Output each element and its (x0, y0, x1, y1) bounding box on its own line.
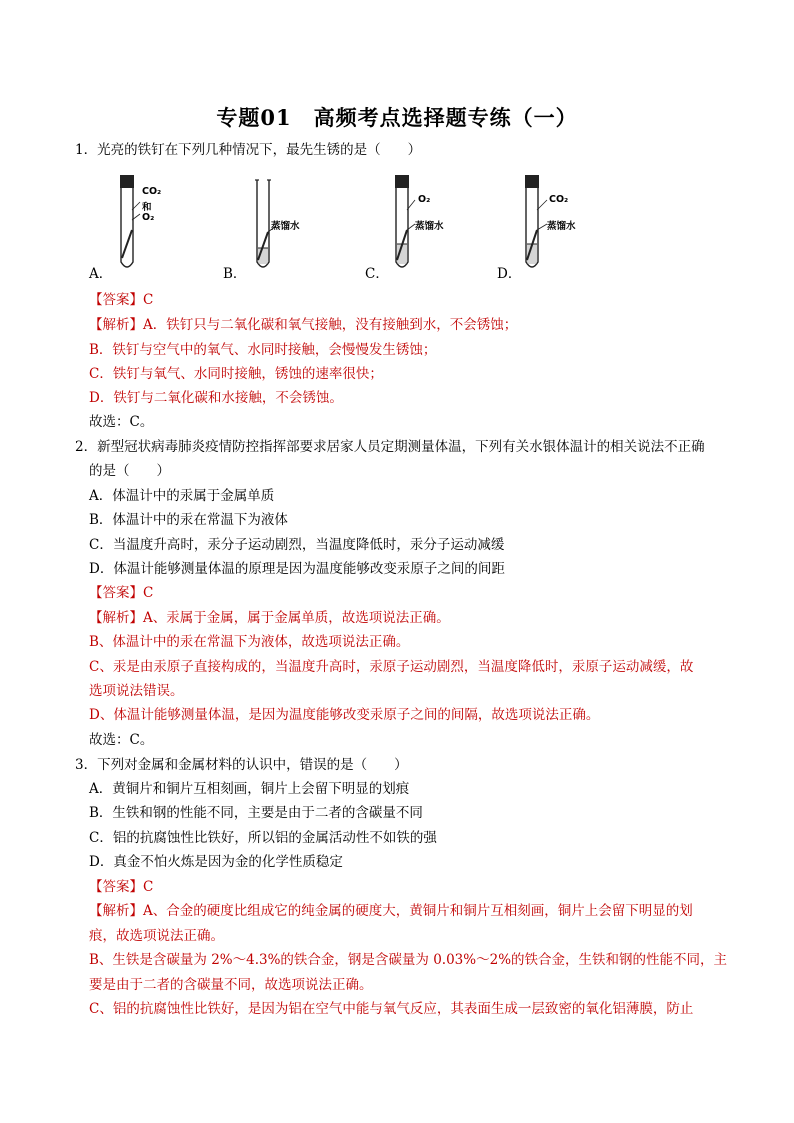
q2-stem-1: 2．新型冠状病毒肺炎疫情防控指挥部要求居家人员定期测量体温，下列有关水银体温计的相关说法不正确 (75, 439, 705, 455)
q2-option-a: A．体温计中的汞属于金属单质 (89, 488, 275, 504)
analysis-text: A．铁钉只与二氧化碳和氧气接触，没有接触到水，不会锈蚀； (143, 317, 518, 333)
q3-option-c: C．铝的抗腐蚀性比铁好，所以铝的金属活动性不如铁的强 (89, 830, 437, 846)
q2-analysis-3b: 选项说法错误。 (89, 683, 184, 699)
q2-option-d: D．体温计能够测量体温的原理是因为温度能够改变汞原子之间的间距 (89, 561, 505, 577)
tube-a-gas-1: CO₂ (142, 186, 162, 197)
q3-option-a: A．黄铜片和铜片互相刻画，铜片上会留下明显的划痕 (89, 781, 410, 797)
analysis-text: A、汞属于金属，属于金属单质，故选项说法正确。 (143, 610, 450, 626)
q2-option-b: B．体温计中的汞在常温下为液体 (89, 512, 288, 528)
q3-answer (89, 877, 153, 897)
q3-analysis-1b: 痕，故选项说法正确。 (89, 928, 224, 944)
q1-stem: 1．光亮的铁钉在下列几种情况下，最先生锈的是（ ） (75, 142, 422, 158)
tube-c-liquid: 蒸馏水 (415, 221, 444, 232)
q2-option-c: C．当温度升高时，汞分子运动剧烈，当温度降低时，汞分子运动减缓 (89, 537, 505, 553)
q2-analysis-1 (89, 608, 450, 628)
q2-choose: 故选：C。 (89, 732, 154, 748)
tube-d-label: D． (497, 266, 522, 282)
q1-answer (89, 290, 153, 310)
page-title: 专题01 高频考点选择题专练（一） (216, 105, 578, 130)
tube-a-label: A． (89, 266, 113, 282)
q1-figure (75, 170, 615, 280)
q1-choose: 故选：C。 (89, 414, 154, 430)
q2-analysis-3a: C、汞是由汞原子直接构成的，当温度升高时，汞原子运动剧烈，当温度降低时，汞原子运动减缓，故 (89, 659, 694, 675)
analysis-tag: 【解析】 (89, 317, 143, 333)
tube-b-liquid: 蒸馏水 (271, 221, 300, 232)
tube-d-liquid: 蒸馏水 (547, 221, 576, 232)
q2-answer (89, 583, 153, 603)
tube-a-gas-2: 和 (142, 202, 152, 213)
q3-analysis-3a: C、铝的抗腐蚀性比铁好，是因为铝在空气中能与氧气反应，其表面生成一层致密的氧化铝薄膜，防止 (89, 1001, 694, 1017)
q3-analysis-2a: B、生铁是含碳量为 2%～4.3%的铁合金，钢是含碳量为 0.03%～2%的铁合金，生铁和钢的性能不同，主 (89, 952, 728, 968)
tube-c-label: C． (365, 266, 389, 282)
answer-tag: 【答案】 (89, 879, 143, 895)
q3-option-b: B．生铁和钢的性能不同，主要是由于二者的含碳量不同 (89, 805, 423, 821)
q2-analysis-2: B、体温计中的汞在常温下为液体，故选项说法正确。 (89, 634, 410, 650)
q3-analysis-2b: 要是由于二者的含碳量不同，故选项说法正确。 (89, 977, 373, 993)
answer-value: C (143, 585, 154, 601)
answer-tag: 【答案】 (89, 585, 143, 601)
answer-tag: 【答案】 (89, 292, 143, 308)
tube-d-gas: CO₂ (549, 194, 569, 205)
q1-analysis-3: C．铁钉与氧气、水同时接触，锈蚀的速率很快； (89, 366, 383, 382)
q1-analysis-2: B．铁钉与空气中的氧气、水同时接触，会慢慢发生锈蚀； (89, 342, 437, 358)
tube-c-gas: O₂ (418, 194, 431, 205)
tube-b-label: B． (223, 266, 247, 282)
q3-stem: 3．下列对金属和金属材料的认识中，错误的是（ ） (75, 757, 408, 773)
analysis-tag: 【解析】 (89, 610, 143, 626)
q1-analysis-4: D．铁钉与二氧化碳和水接触，不会锈蚀。 (89, 390, 343, 406)
q2-analysis-4: D、体温计能够测量体温，是因为温度能够改变汞原子之间的间隔，故选项说法正确。 (89, 707, 600, 723)
q1-analysis-1 (89, 315, 517, 335)
tube-a-gas-3: O₂ (142, 212, 155, 223)
answer-value: C (143, 292, 154, 308)
q3-analysis-1a (89, 901, 693, 921)
analysis-text: A、合金的硬度比组成它的纯金属的硬度大，黄铜片和铜片互相刻画，铜片上会留下明显的划 (143, 903, 693, 919)
analysis-tag: 【解析】 (89, 903, 143, 919)
q3-option-d: D．真金不怕火炼是因为金的化学性质稳定 (89, 854, 343, 870)
q2-stem-2: 的是（ ） (89, 463, 170, 479)
answer-value: C (143, 879, 154, 895)
